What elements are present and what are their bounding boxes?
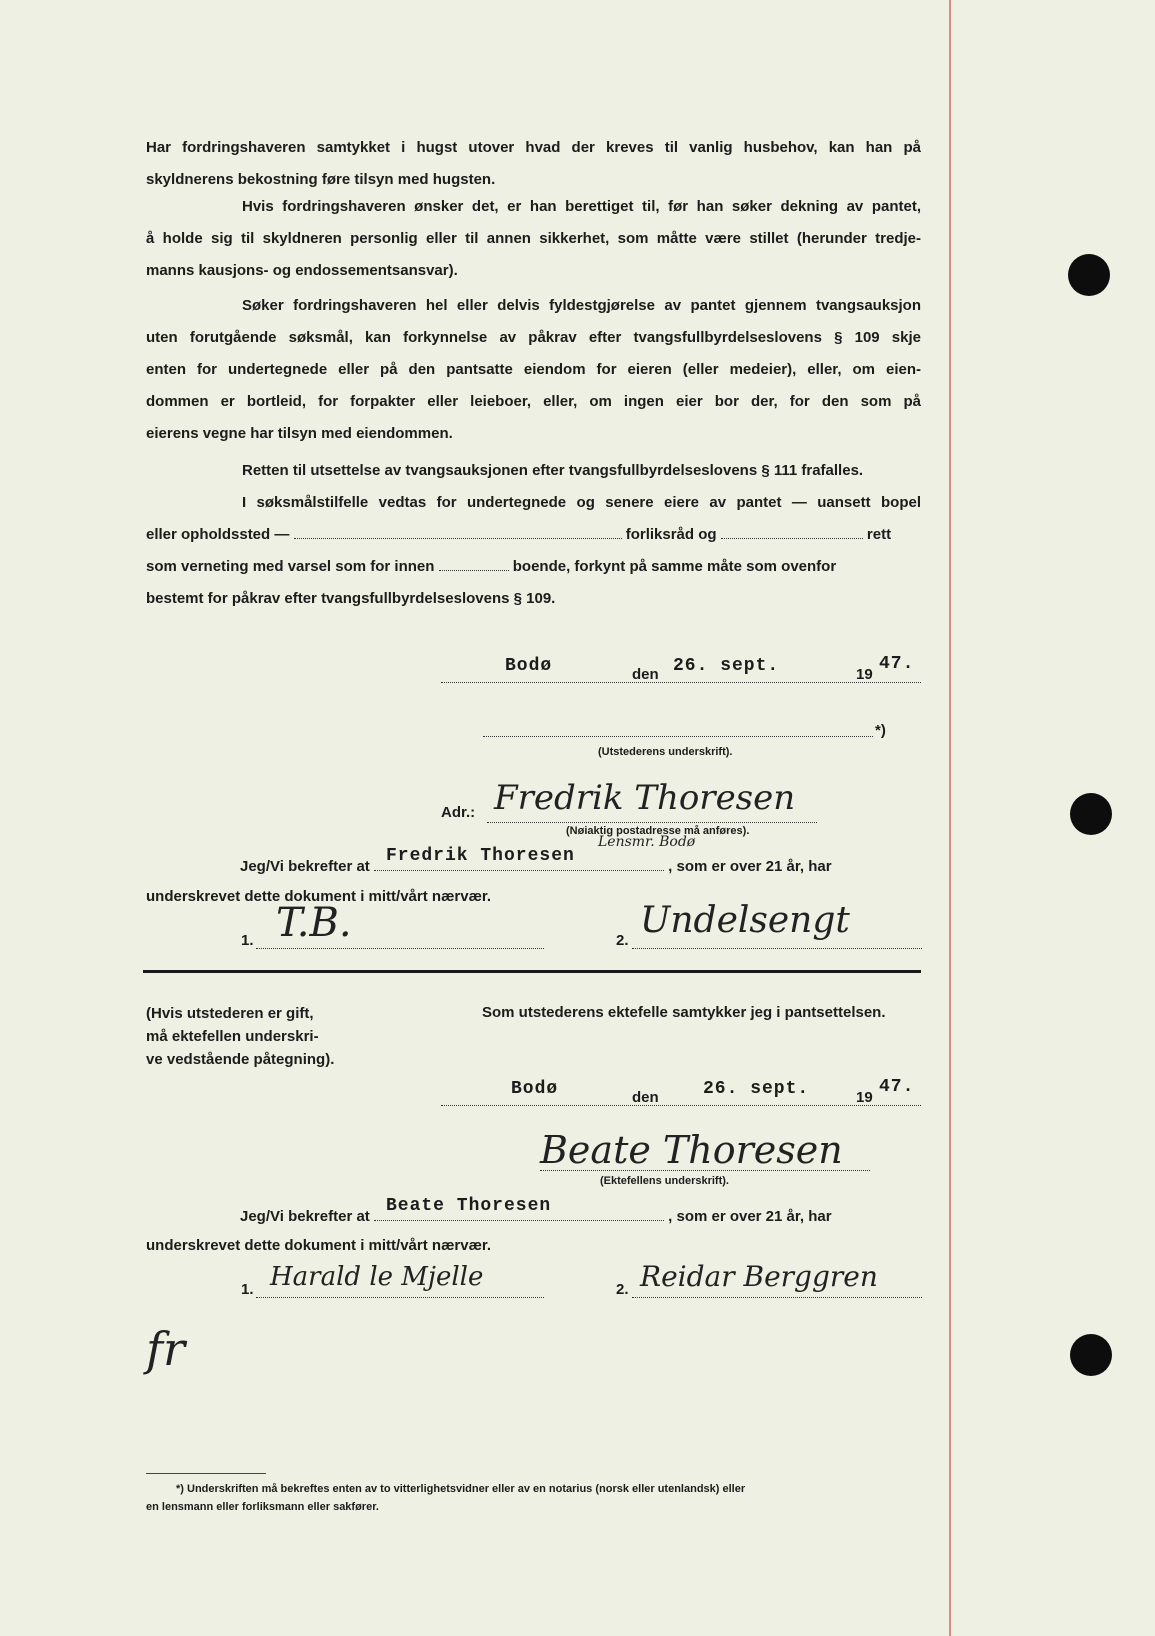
issuer-signature-line <box>483 718 873 737</box>
text-segment: boende, forkynt på samme måte som ovenfor <box>512 558 837 575</box>
footnote <box>146 1480 921 1516</box>
paragraph-verneting <box>146 455 921 615</box>
witness-2-signature: Reidar Berggren <box>640 1260 878 1293</box>
footnote-line: en lensmann eller forliksmann eller sakfører. <box>146 1501 379 1513</box>
spouse-signature: Beate Thoresen <box>540 1128 843 1172</box>
text-line: enten for undertegnede eller på den pantsatte eiendom for eieren (eller medeier), eller, om eien- <box>146 361 921 378</box>
witness-2-signature: Undelsengt <box>640 900 850 941</box>
blank-field <box>439 556 509 571</box>
confirm-name-field <box>374 1196 664 1221</box>
issuer-date-line <box>441 654 921 683</box>
witness-1-signature: Harald le Mjelle <box>270 1262 484 1292</box>
den-label: den <box>632 666 659 683</box>
note-line: (Hvis utstederen er gift, <box>146 1005 314 1022</box>
text-line-with-blanks <box>146 519 921 551</box>
address-line <box>487 818 817 823</box>
text-line: bestemt for påkrav efter tvangsfullbyrdelseslovens § 109. <box>146 590 556 607</box>
witness-1-number: 1. <box>241 932 254 949</box>
text-line: eierens vegne har tilsyn med eiendommen. <box>146 425 453 442</box>
witness-2-line <box>632 946 922 949</box>
witness-1-line <box>256 946 544 949</box>
spouse-confirmation <box>240 1196 921 1225</box>
punch-hole <box>1068 254 1110 296</box>
text-line-with-blanks <box>146 551 921 583</box>
den-label: den <box>632 1089 659 1106</box>
blank-field <box>294 524 622 539</box>
year-value: 47. <box>879 654 915 674</box>
confirm-line2: underskrevet dette dokument i mitt/vårt nærvær. <box>146 888 492 905</box>
text-line: Har fordringshaveren samtykket i hugst utover hvad der kreves til vanlig husbehov, kan han på <box>146 139 921 156</box>
text-line: Hvis fordringshaveren ønsker det, er han berettiget til, før han søker dekning av pantet, <box>242 198 921 215</box>
punch-hole <box>1070 793 1112 835</box>
footnote-marker: *) <box>875 722 886 739</box>
blank-field <box>721 524 863 539</box>
confirm-name: Beate Thoresen <box>385 1196 552 1216</box>
text-line: I søksmålstilfelle vedtas for undertegnede og senere eiere av pantet — uansett bopel <box>242 494 921 511</box>
paragraph-dekning <box>146 191 921 287</box>
place-value: Bodø <box>505 656 553 676</box>
paragraph-tvangsauksjon <box>146 290 921 450</box>
text-segment: eller opholdssted — <box>146 526 290 543</box>
issuer-confirmation <box>240 846 921 875</box>
spouse-signature-caption: (Ektefellens underskrift). <box>600 1175 729 1187</box>
text-line: å holde sig til skyldneren personlig eller til annen sikkerhet, som måtte være stillet (herunder tredje- <box>146 230 921 247</box>
handwritten-address-sub: Lensmr. Bodø <box>598 834 696 850</box>
witness-2-number: 2. <box>616 932 629 949</box>
handwritten-initials: fr <box>146 1322 186 1376</box>
date-value: 26. sept. <box>703 1079 810 1099</box>
signature-caption: (Utstederens underskrift). <box>598 746 733 758</box>
text-line: Retten til utsettelse av tvangsauksjonen efter tvangsfullbyrdelseslovens § 111 frafalles. <box>242 462 864 479</box>
note-line: ve vedstående påtegning). <box>146 1051 335 1068</box>
confirm-name-field <box>374 846 664 871</box>
witness-1-number: 1. <box>241 1281 254 1298</box>
witness-1-line <box>256 1295 544 1298</box>
date-value: 26. sept. <box>673 656 780 676</box>
witness-2-line <box>632 1295 922 1298</box>
confirm-prefix: Jeg/Vi bekrefter at <box>240 858 370 875</box>
confirm-suffix: , som er over 21 år, har <box>668 858 832 875</box>
address-caption: (Nøiaktig postadresse må anføres). <box>566 825 750 837</box>
year-prefix: 19 <box>856 666 873 683</box>
spouse-date-line <box>441 1077 921 1106</box>
year-value: 47. <box>879 1077 915 1097</box>
text-line: skyldnerens bekostning føre tilsyn med hugsten. <box>146 171 496 188</box>
punch-hole <box>1070 1334 1112 1376</box>
note-line: må ektefellen underskri- <box>146 1028 319 1045</box>
place-value: Bodø <box>511 1079 559 1099</box>
text-line: Søker fordringshaveren hel eller delvis fyldestgjørelse av pantet gjennem tvangsauksjon <box>242 297 921 314</box>
footnote-line: *) Underskriften må bekreftes enten av to vitterlighetsvidner eller av en notarius (norsk eller utenlandsk) eller <box>176 1483 746 1495</box>
spouse-consent-text: Som utstederens ektefelle samtykker jeg i pantsettelsen. <box>482 1004 886 1021</box>
confirm-line2: underskrevet dette dokument i mitt/vårt nærvær. <box>146 1237 492 1254</box>
margin-line <box>949 0 951 1636</box>
confirm-name: Fredrik Thoresen <box>385 846 575 866</box>
text-line: manns kausjons- og endossementsansvar). <box>146 262 458 279</box>
spouse-signature-line <box>540 1168 870 1171</box>
text-segment: forliksråd og <box>625 526 717 543</box>
text-segment: som verneting med varsel som for innen <box>146 558 435 575</box>
paragraph-hugst <box>146 132 921 196</box>
confirm-suffix: , som er over 21 år, har <box>668 1208 832 1225</box>
footnote-rule <box>146 1473 266 1474</box>
text-line: dommen er bortleid, for forpakter eller leieboer, eller, om ingen eier bor der, for den som på <box>146 393 921 410</box>
spouse-note <box>146 1002 334 1071</box>
handwritten-address: Fredrik Thoresen <box>494 778 796 818</box>
confirm-prefix: Jeg/Vi bekrefter at <box>240 1208 370 1225</box>
section-divider <box>143 970 921 973</box>
year-prefix: 19 <box>856 1089 873 1106</box>
witness-1-signature: T.B. <box>276 900 352 946</box>
text-segment: rett <box>866 526 892 543</box>
text-line: uten forutgående søksmål, kan forkynnelse av påkrav efter tvangsfullbyrdelseslovens § 109 skje <box>146 329 921 346</box>
address-label: Adr.: <box>441 804 476 821</box>
witness-2-number: 2. <box>616 1281 629 1298</box>
